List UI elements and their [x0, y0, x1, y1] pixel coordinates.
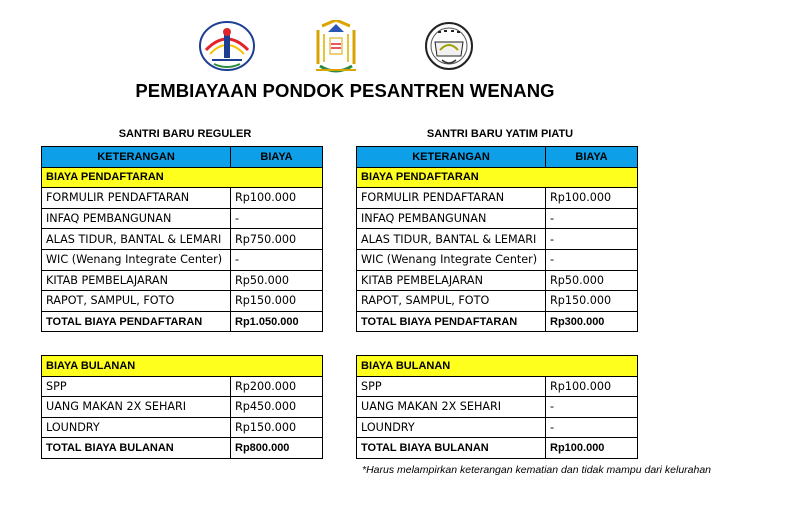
yatim-monthly-table — [356, 355, 638, 459]
table-row — [357, 397, 638, 418]
total-label: TOTAL BIAYA BULANAN — [42, 438, 231, 459]
table-row — [42, 229, 323, 250]
row-label: UANG MAKAN 2X SEHARI — [42, 397, 231, 418]
table-row — [357, 270, 638, 291]
row-value: Rp200.000 — [231, 376, 323, 397]
row-label: FORMULIR PENDAFTARAN — [357, 188, 546, 209]
row-value: Rp150.000 — [546, 291, 638, 312]
reguler-monthly-table — [41, 355, 323, 459]
table-row — [357, 417, 638, 438]
pesantren-logo — [312, 20, 360, 76]
total-value: Rp300.000 — [546, 311, 638, 332]
row-label: KITAB PEMBELAJARAN — [357, 270, 546, 291]
row-value: Rp150.000 — [231, 291, 323, 312]
row-label: ALAS TIDUR, BANTAL & LEMARI — [357, 229, 546, 250]
total-value: Rp100.000 — [546, 438, 638, 459]
row-value: Rp50.000 — [546, 270, 638, 291]
row-label: INFAQ PEMBANGUNAN — [42, 208, 231, 229]
page-title: PEMBIAYAAN PONDOK PESANTREN WENANG — [135, 80, 555, 101]
table-row — [42, 397, 323, 418]
row-label: RAPOT, SAMPUL, FOTO — [42, 291, 231, 312]
table-row — [357, 188, 638, 209]
table-row — [42, 376, 323, 397]
table-row — [42, 208, 323, 229]
section-header: BIAYA PENDAFTARAN — [357, 167, 638, 188]
school-emblem-logo — [198, 20, 256, 72]
total-label: TOTAL BIAYA BULANAN — [357, 438, 546, 459]
table-row — [42, 270, 323, 291]
footnote: *Harus melampirkan keterangan kematian dan tidak mampu dari kelurahan — [362, 464, 712, 476]
caption-reguler: SANTRI BARU REGULER — [118, 128, 252, 140]
row-value: - — [546, 249, 638, 270]
row-value: - — [546, 208, 638, 229]
column-header-keterangan: KETERANGAN — [357, 147, 546, 168]
column-header-keterangan: KETERANGAN — [42, 147, 231, 168]
row-label: RAPOT, SAMPUL, FOTO — [357, 291, 546, 312]
row-value: Rp100.000 — [231, 188, 323, 209]
table-row — [357, 249, 638, 270]
table-row — [42, 291, 323, 312]
row-label: SPP — [42, 376, 231, 397]
section-header: BIAYA BULANAN — [357, 356, 638, 377]
row-label: SPP — [357, 376, 546, 397]
total-label: TOTAL BIAYA PENDAFTARAN — [357, 311, 546, 332]
total-value: Rp800.000 — [231, 438, 323, 459]
reguler-registration-table — [41, 146, 323, 332]
total-row — [42, 311, 323, 332]
total-label: TOTAL BIAYA PENDAFTARAN — [42, 311, 231, 332]
column-header-biaya: BIAYA — [546, 147, 638, 168]
row-value: - — [231, 249, 323, 270]
table-row — [357, 208, 638, 229]
total-value: Rp1.050.000 — [231, 311, 323, 332]
caption-yatim-piatu: SANTRI BARU YATIM PIATU — [426, 128, 574, 140]
row-value: Rp100.000 — [546, 188, 638, 209]
section-header: BIAYA PENDAFTARAN — [42, 167, 323, 188]
row-label: INFAQ PEMBANGUNAN — [357, 208, 546, 229]
table-row — [42, 249, 323, 270]
row-value: Rp50.000 — [231, 270, 323, 291]
row-value: - — [231, 208, 323, 229]
column-header-biaya: BIAYA — [231, 147, 323, 168]
row-label: WIC (Wenang Integrate Center) — [42, 249, 231, 270]
row-label: LOUNDRY — [357, 417, 546, 438]
row-label: WIC (Wenang Integrate Center) — [357, 249, 546, 270]
section-header: BIAYA BULANAN — [42, 356, 323, 377]
wenang-stamp-logo — [424, 20, 474, 72]
table-row — [42, 417, 323, 438]
total-row — [357, 311, 638, 332]
table-row — [357, 291, 638, 312]
table-row — [42, 188, 323, 209]
row-label: UANG MAKAN 2X SEHARI — [357, 397, 546, 418]
row-label: KITAB PEMBELAJARAN — [42, 270, 231, 291]
row-value: Rp150.000 — [231, 417, 323, 438]
row-value: Rp750.000 — [231, 229, 323, 250]
row-value: - — [546, 229, 638, 250]
row-value: - — [546, 417, 638, 438]
table-row — [357, 229, 638, 250]
table-row — [357, 376, 638, 397]
row-value: Rp100.000 — [546, 376, 638, 397]
total-row — [357, 438, 638, 459]
row-value: Rp450.000 — [231, 397, 323, 418]
row-label: LOUNDRY — [42, 417, 231, 438]
row-label: FORMULIR PENDAFTARAN — [42, 188, 231, 209]
row-label: ALAS TIDUR, BANTAL & LEMARI — [42, 229, 231, 250]
yatim-registration-table — [356, 146, 638, 332]
total-row — [42, 438, 323, 459]
row-value: - — [546, 397, 638, 418]
